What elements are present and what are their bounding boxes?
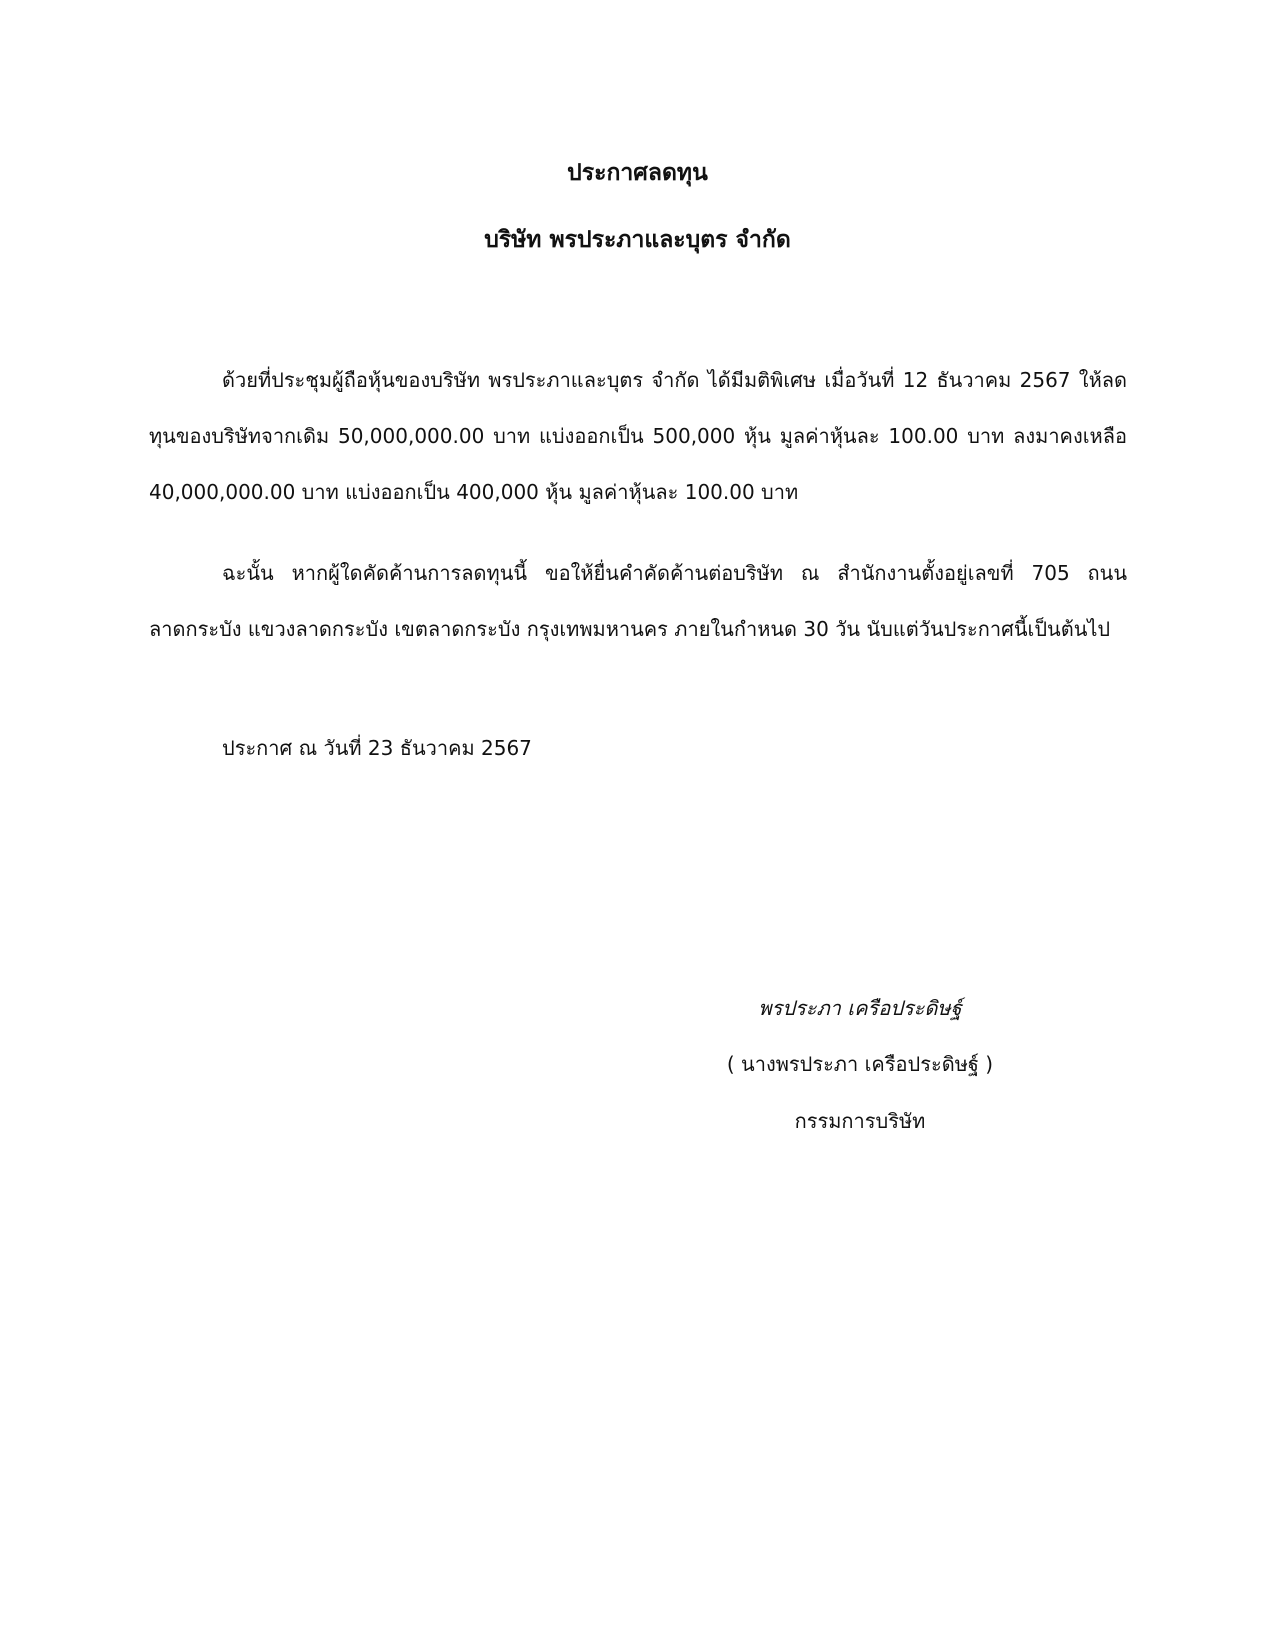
signatory-position: กรรมการบริษัท [794, 1109, 926, 1133]
objection-paragraph: ฉะนั้น หากผู้ใดคัดค้านการลดทุนนี้ ขอให้ยื่นคำคัดค้านต่อบริษัท ณ สำนักงานตั้งอยู่เลขที่ 705 ถนนลาดกระบัง แขวงลาดกระบัง เขตลาดกระบัง กรุงเทพมหานคร ภายในกำหนด 30 วัน นับแต่วันประกาศนี้เป็นต้นไป [149, 561, 1127, 641]
company-name: บริษัท พรประภาและบุตร จำกัด [484, 227, 791, 253]
resolution-paragraph: ด้วยที่ประชุมผู้ถือหุ้นของบริษัท พรประภาและบุตร จำกัด ได้มีมติพิเศษ เมื่อวันที่ 12 ธันวาคม 2567 ให้ลดทุนของบริษัทจากเดิม 50,000,000.00 บาท แบ่งออกเป็น 500,000 หุ้น มูลค่าหุ้นละ 100.00 บาท ลงมาคงเหลือ 40,000,000.00 บาท แบ่งออกเป็น 400,000 หุ้น มูลค่าหุ้นละ 100.00 บาท [149, 368, 1127, 504]
document-title: ประกาศลดทุน [567, 160, 708, 186]
announcement-date: ประกาศ ณ วันที่ 23 ธันวาคม 2567 [222, 736, 532, 760]
signature-name: พรประภา เครือประดิษฐ์ [758, 996, 962, 1020]
signatory-full-name: ( นางพรประภา เครือประดิษฐ์ ) [726, 1052, 994, 1076]
